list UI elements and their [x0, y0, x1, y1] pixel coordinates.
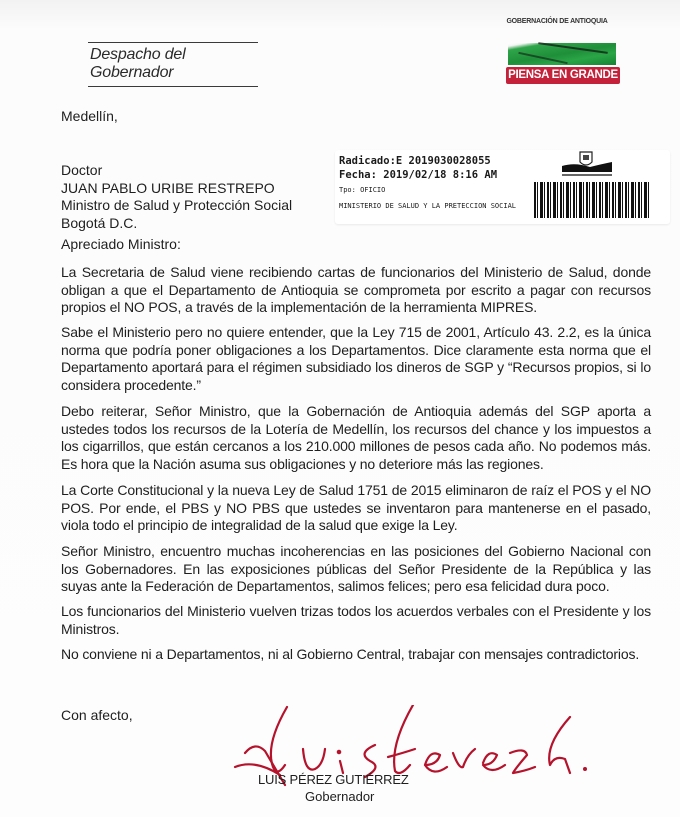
department-header: Despacho del Gobernador	[88, 42, 258, 87]
stamp-radicado: Radicado:E 2019030028055	[339, 155, 491, 167]
signer-title: Gobernador	[305, 789, 375, 804]
logo-title: GOBERNACIÓN DE ANTIOQUIA	[506, 18, 608, 25]
paragraph-5: Señor Ministro, encuentro muchas incoherencias en las posiciones del Gobierno Nacional con los Gobernadores. En las exposiciones públicas del Señor Presidente de la República y las suyas ante la Federación de Departamentos, salimos felices; pero esa felicidad dura poco.	[61, 543, 651, 595]
filing-stamp	[335, 150, 670, 224]
signer-name: LUIS PÉREZ GUTIÉRREZ	[258, 772, 409, 787]
recipient-block	[61, 162, 292, 232]
barcode-icon	[534, 182, 649, 218]
logo-slogan: PIENSA EN GRANDE	[506, 67, 620, 84]
paragraph-4: La Corte Constitucional y la nueva Ley de Salud 1751 de 2015 eliminaron de raíz el POS y el NO POS. Por ende, el PBS y NO PBS que ustedes se inventaron para mantenerse en el pasado, viola todo el principio de integralidad de la salud que exige la Ley.	[61, 482, 651, 534]
closing: Con afecto,	[61, 707, 133, 723]
gobernacion-logo	[500, 18, 628, 84]
paragraph-1: La Secretaria de Salud viene recibiendo cartas de funcionarios del Ministerio de Salud, donde obligan a que el Departamento de Antioquia se comprometa por escrito a pagar con recursos propios el NO POS, a través de la implementación de la herramienta MIPRES.	[61, 264, 651, 316]
paragraph-6: Los funcionarios del Ministerio vuelven trizas todos los acuerdos verbales con el Presidente y los Ministros.	[61, 603, 651, 637]
antioquia-flag-icon	[508, 43, 616, 65]
coat-of-arms-icon	[560, 150, 615, 178]
stamp-fecha: Fecha: 2019/02/18 8:16 AM	[339, 169, 498, 181]
recipient-title: Doctor	[61, 162, 103, 178]
recipient-location: Bogotá D.C.	[61, 214, 138, 231]
stamp-entity: MINISTERIO DE SALUD Y LA PRETECCION SOCIAL	[339, 202, 517, 210]
paragraph-3: Debo reiterar, Señor Ministro, que la Gobernación de Antioquia además del SGP aporta a ustedes todos los recursos de la Lotería de Medellín, los recursos del chance y los impuestos a los cigarrillos, que están cercanos a los 210.000 millones de pesos cada año. No podemos más. Es hora que la Nación asuma sus obligaciones y no deteriore más las regiones.	[61, 403, 651, 473]
greeting: Apreciado Ministro:	[61, 236, 181, 252]
paragraph-7: No conviene ni a Departamentos, ni al Gobierno Central, trabajar con mensajes contradictorios.	[61, 646, 640, 662]
recipient-name: JUAN PABLO URIBE RESTREPO	[61, 179, 275, 196]
recipient-position: Ministro de Salud y Protección Social	[61, 197, 293, 213]
paragraph-2: Sabe el Ministerio pero no quiere entender, que la Ley 715 de 2001, Artículo 43. 2.2, es la única norma que podría poner obligaciones a los Departamentos. Dice claramente esta norma que el Departamento aportará para el régimen subsidiado los dineros de SGP y “Recursos propios, si lo considera procedente.”	[61, 324, 651, 394]
stamp-tipo: Tpo: OFICIO	[339, 186, 386, 194]
letter-city: Medellín,	[61, 108, 118, 124]
